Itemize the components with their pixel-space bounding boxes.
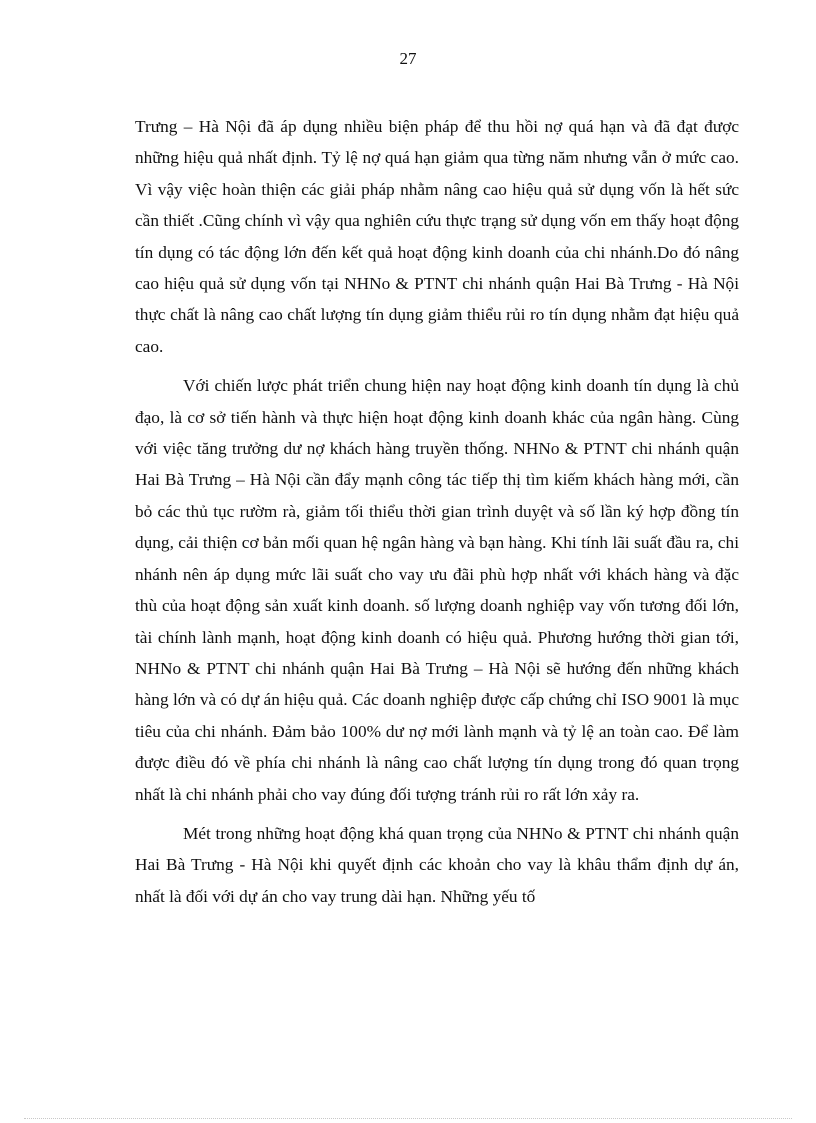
paragraph-2: Với chiến lược phát triển chung hiện nay hoạt động kinh doanh tín dụng là chủ đạo, là cơ sở tiến hành và thực hiện hoạt động kinh doanh khác của ngân hàng. Cùng với việc tăng trưởng dư nợ khách hàng truyền thống. NHNo & PTNT chi nhánh quận Hai Bà Trưng – Hà Nội cần đẩy mạnh công tác tiếp thị tìm kiếm khách hàng mới, cần bỏ các thủ tục rườm rà, giảm tối thiểu thời gian trình duyệt và số lần ký hợp đồng tín dụng, cải thiện cơ bản mối quan hệ ngân hàng và bạn hàng. Khi tính lãi suất đầu ra, chi nhánh nên áp dụng mức lãi suất cho vay ưu đãi phù hợp nhất với khách hàng và đặc thù của hoạt động sản xuất kinh doanh. số lượng doanh nghiệp vay vốn tương đối lớn, tài chính lành mạnh, hoạt động kinh doanh có hiệu quả. Phương hướng thời gian tới, NHNo & PTNT chi nhánh quận Hai Bà Trưng – Hà Nội sẽ hướng đến những khách hàng lớn và có dự án hiệu quả. Các doanh nghiệp được cấp chứng chỉ ISO 9001 là mục tiêu của chi nhánh. Đảm bảo 100% dư nợ mới lành mạnh và tỷ lệ an toàn cao. Để làm được điều đó về phía chi nhánh là nâng cao chất lượng tín dụng trong đó quan trọng nhất là chi nhánh phải cho vay đúng đối tượng tránh rủi ro rất lớn xảy ra. — [135, 376, 739, 804]
page-bottom-rule — [24, 1118, 792, 1119]
page-number: 27 — [399, 49, 417, 68]
body-text — [135, 111, 739, 920]
paragraph-3: Mét trong những hoạt động khá quan trọng của NHNo & PTNT chi nhánh quận Hai Bà Trưng - Hà Nội khi quyết định các khoản cho vay là khâu thẩm định dự án, nhất là đối với dự án cho vay trung dài hạn. Những yếu tố — [135, 823, 739, 906]
paragraph-1: Trưng – Hà Nội đã áp dụng nhiều biện pháp để thu hồi nợ quá hạn và đã đạt được những hiệu quả nhất định. Tỷ lệ nợ quá hạn giảm qua từng năm nhưng vẫn ở mức cao. Vì vậy việc hoàn thiện các giải pháp nhằm nâng cao hiệu quả sử dụng vốn là hết sức cần thiết .Cũng chính vì vậy qua nghiên cứu thực trạng sử dụng vốn em thấy hoạt động tín dụng có tác động lớn đến kết quả hoạt động kinh doanh của chi nhánh.Do đó nâng cao hiệu quả sử dụng vốn tại NHNo & PTNT chi nhánh quận Hai Bà Trưng - Hà Nội thực chất là nâng cao chất lượng tín dụng giảm thiểu rủi ro tín dụng nhằm đạt hiệu quả cao. — [135, 117, 739, 356]
